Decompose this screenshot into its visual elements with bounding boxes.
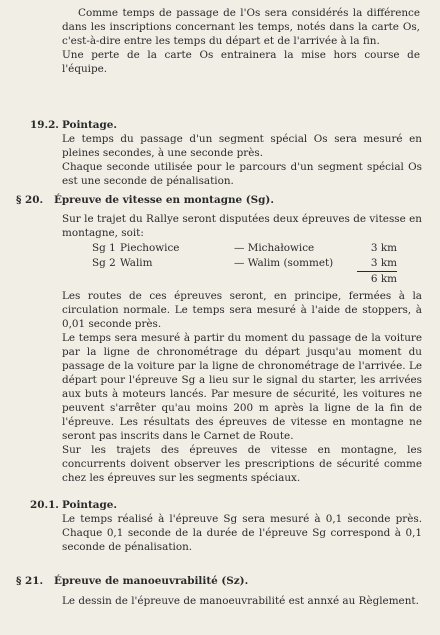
intro-text <box>62 6 420 76</box>
stage-id: Sg 2 <box>92 257 116 269</box>
stage-km: 3 km <box>370 257 397 269</box>
intro-paragraph: Une perte de la carte Os entrainera la mise hors course de l'équipe. <box>62 49 420 75</box>
stage-to: — Michałowice <box>234 242 315 254</box>
stage-to: — Walim (sommet) <box>234 257 334 269</box>
section-paragraph: Le temps sera mesuré à partir du moment du passage de la voiture par la ligne de chronométrage du départ jusqu'au moment du passage de la voiture par la ligne de chronométrage de l'arrivée. Le départ pour l'épreuve Sg a lieu sur le signal du starter, les arrivées aux buts à moteurs lancés. Par mesure de sécurité, les voitures ne peuvent s'arrêter qu'au moins 200 m après la ligne de la fin de l'épreuve. Les résultats des épreuves de vitesse en montagne ne seront pas inscrits dans le Carnet de Route. <box>62 332 422 442</box>
section-title: Épreuve de vitesse en montagne (Sg). <box>54 194 274 206</box>
section-paragraph: Le dessin de l'épreuve de manoeuvrabilité est annxé au Règlement. <box>62 595 419 607</box>
section-21-body <box>62 594 422 608</box>
section-20-1 <box>0 498 440 554</box>
section-20-heading <box>16 193 416 207</box>
intro-paragraph: Comme temps de passage de l'Os sera considérés la différence dans les inscriptions concernant les temps, notés dans la carte Os, c'est-à-dire entre les temps du départ et de l'arrivée à la fin. <box>62 7 420 47</box>
stages-total: 6 km <box>357 272 397 288</box>
section-title: Pointage. <box>62 499 117 511</box>
section-number: § 20. <box>16 194 44 206</box>
section-19-2 <box>0 118 440 188</box>
section-paragraph: Sur les trajets des épreuves de vitesse en montagne, les concurrents doivent observer les prescriptions de sécurité comme chez les épreuves sur les segments spéciaux. <box>62 444 422 484</box>
section-title: Épreuve de manoeuvrabilité (Sz). <box>54 575 249 587</box>
stage-from: Piechowice <box>120 242 180 254</box>
stages-table <box>92 241 397 287</box>
table-row <box>92 241 397 256</box>
stage-id: Sg 1 <box>92 242 116 254</box>
section-paragraph: Les routes de ces épreuves seront, en principe, fermées à la circulation normale. Le temps sera mesuré à l'aide de stoppers, à 0,01 seconde près. <box>62 290 422 330</box>
section-number: § 21. <box>16 575 44 587</box>
section-number: 20.1. <box>30 499 59 511</box>
section-paragraph: Chaque seconde utilisée pour le parcours d'un segment spécial Os est une seconde de pénalisation. <box>62 161 422 187</box>
table-row <box>92 256 397 272</box>
table-row <box>92 272 397 288</box>
section-intro: Sur le trajet du Rallye seront disputées deux épreuves de vitesse en montagne, soit: <box>62 213 422 239</box>
section-20-body <box>62 212 422 485</box>
stage-from: Walim <box>120 257 153 269</box>
section-paragraph: Le temps réalisé à l'épreuve Sg sera mesuré à 0,1 seconde près. Chaque 0,1 seconde de la durée de l'épreuve Sg correspond à 0,1 seconde de pénalisation. <box>62 513 422 553</box>
stage-km: 3 km <box>370 242 397 254</box>
section-title: Pointage. <box>62 119 117 131</box>
section-21-heading <box>16 574 416 588</box>
section-number: 19.2. <box>30 119 59 131</box>
section-paragraph: Le temps du passage d'un segment spécial Os sera mesuré en pleines secondes, à une seconde près. <box>62 133 422 159</box>
